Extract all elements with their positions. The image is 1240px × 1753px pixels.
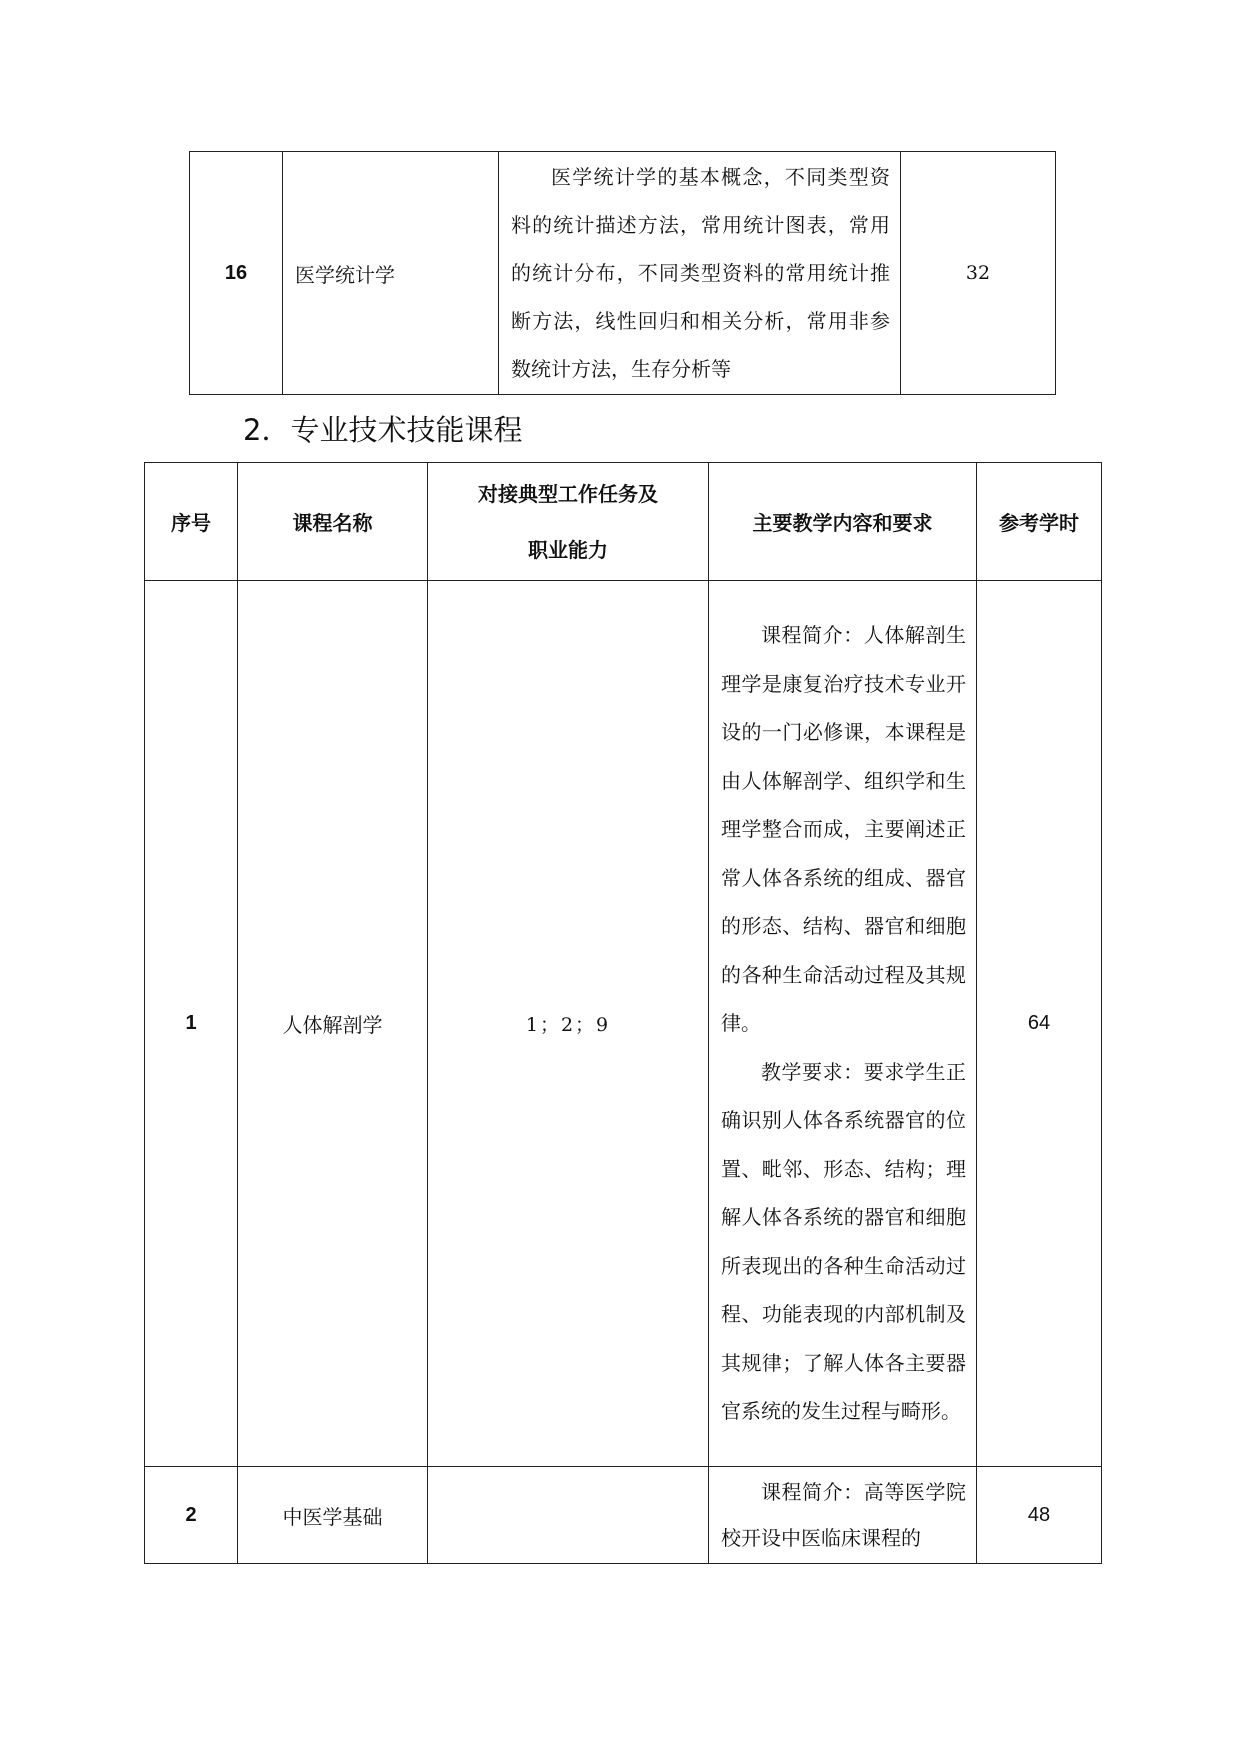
- course-requirements: 教学要求：要求学生正确识别人体各系统器官的位置、毗邻、形态、结构；理解人体各系统的器官和细胞所表现出的各种生命活动过程、功能表现的内部机制及其规律；了解人体各主要器官系统的发生过程与畸形。: [721, 1059, 966, 1424]
- top-course-table: [189, 151, 1056, 395]
- course-hours: 32: [901, 152, 1056, 395]
- row-number: 1: [145, 581, 238, 1467]
- header-course-name: 课程名称: [238, 463, 428, 581]
- course-tasks: 1；2；9: [428, 581, 709, 1467]
- header-content: 主要教学内容和要求: [709, 463, 977, 581]
- table-header-row: [145, 463, 1102, 581]
- course-hours: 48: [977, 1467, 1102, 1564]
- table-row: [145, 581, 1102, 1467]
- course-content-text: 医学统计学的基本概念，不同类型资料的统计描述方法，常用统计图表，常用的统计分布，不同类型资料的常用统计推断方法，线性回归和相关分析，常用非参数统计方法，生存分析等: [511, 165, 890, 381]
- course-hours: 64: [977, 581, 1102, 1467]
- table-row: [145, 1467, 1102, 1564]
- header-tasks-line1: 对接典型工作任务及: [478, 481, 658, 506]
- course-content: [709, 1467, 977, 1564]
- section-heading: 2．专业技术技能课程: [243, 413, 523, 447]
- course-intro: 课程简介：高等医学院校开设中医临床课程的: [721, 1480, 966, 1550]
- course-content: [709, 581, 977, 1467]
- course-name: 医学统计学: [283, 152, 499, 395]
- course-content: [499, 152, 901, 395]
- professional-course-table: [144, 462, 1102, 1564]
- row-number: 2: [145, 1467, 238, 1564]
- row-number: 16: [190, 152, 283, 395]
- header-tasks: [428, 463, 709, 581]
- course-name: 中医学基础: [238, 1467, 428, 1564]
- course-name: 人体解剖学: [238, 581, 428, 1467]
- header-hours: 参考学时: [977, 463, 1102, 581]
- header-number: 序号: [145, 463, 238, 581]
- header-tasks-line2: 职业能力: [528, 537, 608, 562]
- table-row: [190, 152, 1056, 395]
- course-intro: 课程简介：人体解剖生理学是康复治疗技术专业开设的一门必修课，本课程是由人体解剖学、组织学和生理学整合而成，主要阐述正常人体各系统的组成、器官的形态、结构、器官和细胞的各种生命活动过程及其规律。: [721, 623, 966, 1036]
- course-tasks: [428, 1467, 709, 1564]
